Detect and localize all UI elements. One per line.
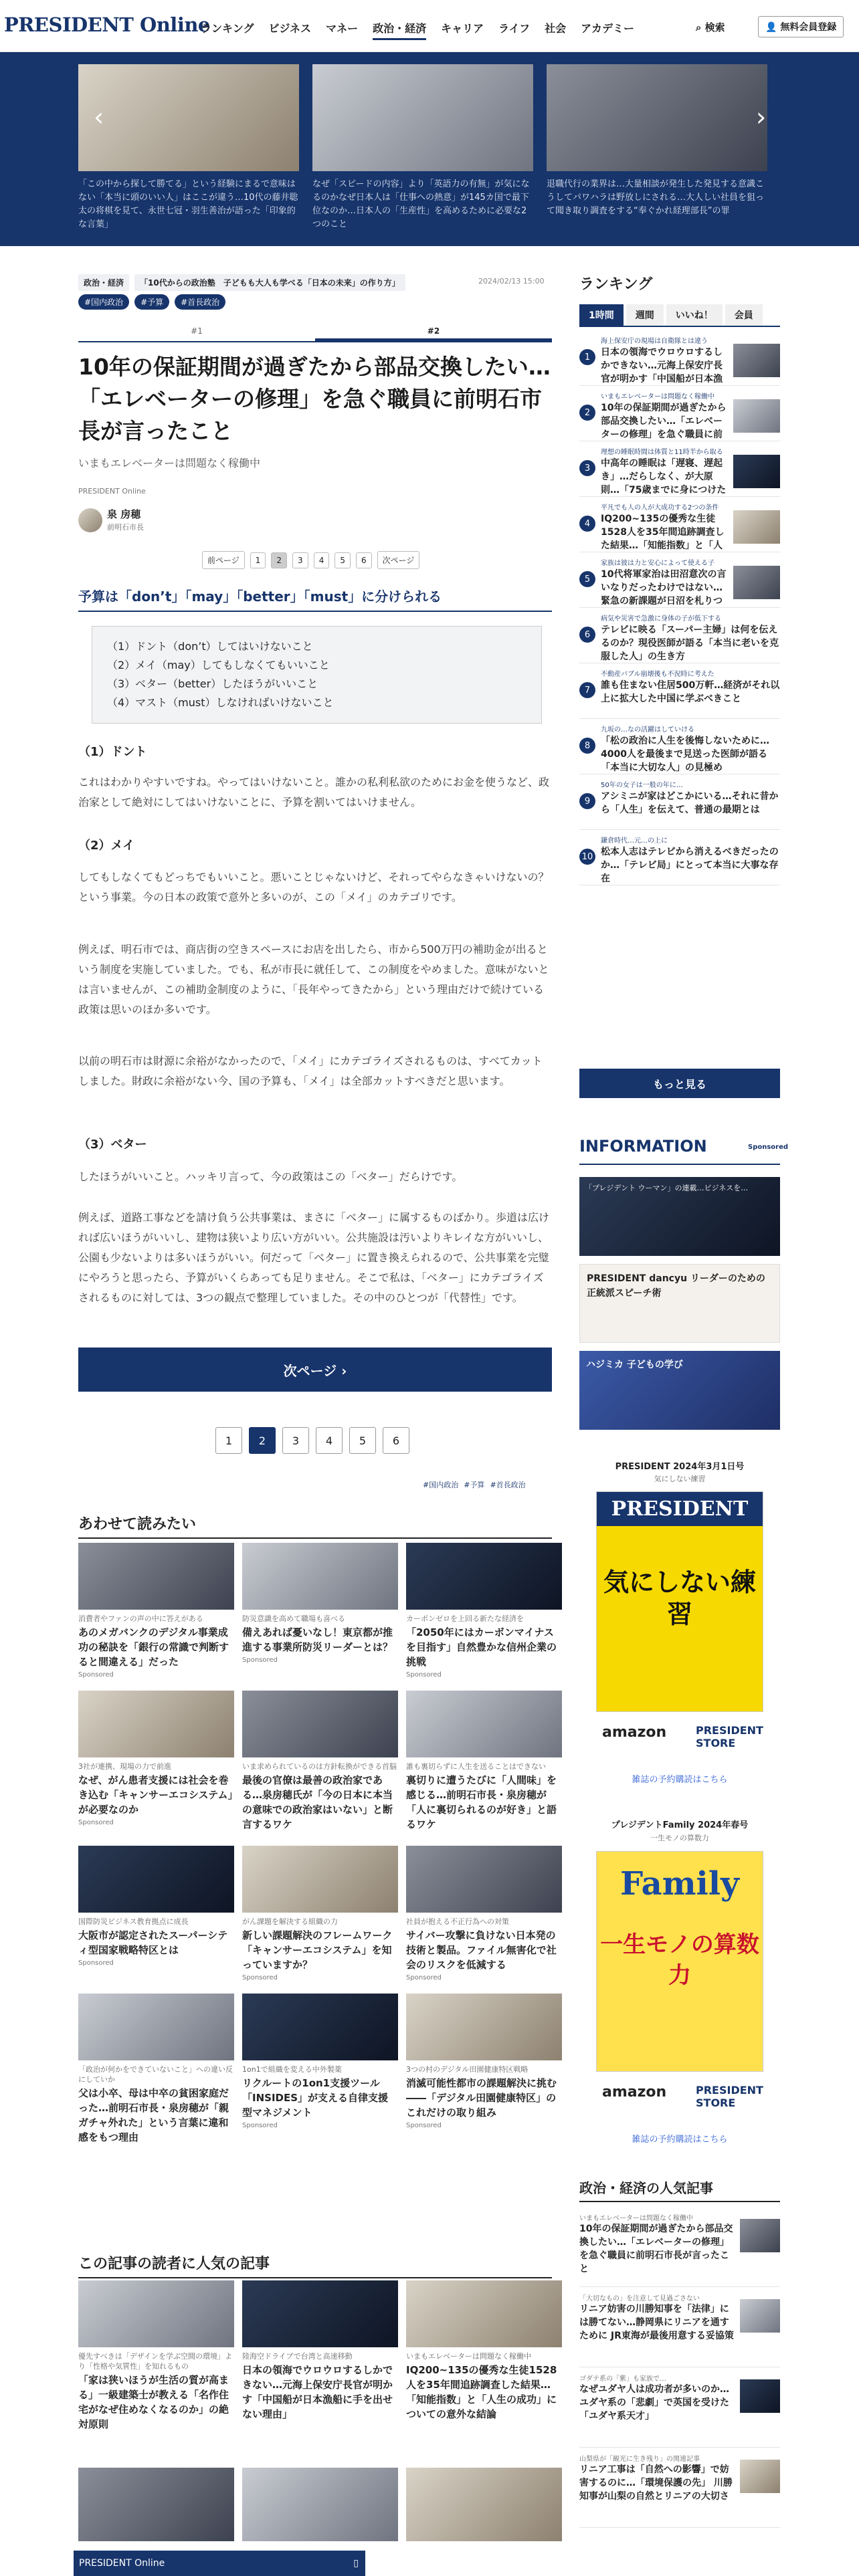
card-category: 陸海空ドライブで台湾と高速移動 xyxy=(242,2352,353,2361)
next-page-button[interactable]: 次ページ › xyxy=(78,1348,552,1392)
card-category: 国際防災ビジネス教育拠点に成長 xyxy=(78,1917,189,1926)
related-grid xyxy=(78,1543,562,2147)
breadcrumb-series[interactable]: 「10代からの政治塾 子どもも大人も学べる「日本の未来」の作り方」 xyxy=(134,274,405,291)
page-link-current[interactable]: 2 xyxy=(271,552,287,568)
rank-title: 松本人志はテレビから消えるべきだったのか…「テレビ局」にとって本当に大事な存在 xyxy=(601,847,779,884)
popular-card[interactable] xyxy=(242,2280,398,2432)
card-title: 最後の官僚は最善の政治家である…泉房穂氏が「今の日本に本当の意味での政治家はいない」と断言するワケ xyxy=(242,1774,393,1830)
card-title: 日本の領海でウロウロするしかできない…元海上保安庁長官が明かす「中国船が日本漁船に手を出せない理由」 xyxy=(242,2364,393,2420)
item-category: ゴダテ系の「紫」も家族で… xyxy=(579,2375,666,2383)
sponsored-label: Sponsored xyxy=(78,1959,114,1967)
tab-members[interactable]: 会員 xyxy=(725,304,763,326)
related-card[interactable] xyxy=(242,1543,398,1679)
item-category: いまもエレベーターは問題なく稼働中 xyxy=(579,2215,693,2222)
popular-item[interactable] xyxy=(579,2207,780,2287)
item-title: 10年の保証期間が過ぎたから部品交換したい…「エレベーターの修理」を急ぐ職員に前明石市長が言ったこと xyxy=(579,2224,733,2274)
magazine-cover[interactable]: Family 一生モノの算数力 xyxy=(596,1851,763,2072)
carousel-image xyxy=(78,64,299,171)
nav-item-money[interactable]: マネー xyxy=(326,22,359,35)
info-banner[interactable]: 「プレジデント ウーマン」の連載…ビジネスを… xyxy=(579,1177,780,1256)
nav-item-life[interactable]: ライフ xyxy=(498,22,531,35)
card-title: サイバー攻撃に負けない日本発の技術と製品。ファイル無害化で社会のリスクを低減する xyxy=(406,1929,557,1971)
ranking-list xyxy=(579,330,780,885)
breadcrumb xyxy=(78,274,405,291)
tag-link[interactable]: #予算 xyxy=(464,1481,485,1489)
author-avatar xyxy=(78,508,102,532)
amazon-link[interactable]: amazon xyxy=(602,2084,667,2101)
sponsored-label: Sponsored xyxy=(242,2122,278,2129)
related-heading: あわせて読みたい xyxy=(78,1513,552,1539)
article-source: PRESIDENT Online xyxy=(78,487,146,496)
page-link[interactable]: 4 xyxy=(316,1427,343,1454)
article-thumbnail xyxy=(406,1691,562,1757)
paragraph: 以前の明石市は財源に余裕がなかったので、「メイ」にカテゴライズされるものは、すべてカットしました。財政に余裕がない今、国の予算も、「メイ」は全部カットすべきだと思います。 xyxy=(78,1055,543,1087)
author-role: 前明石市長 xyxy=(107,523,144,532)
president-store-link[interactable]: PRESIDENT STORE xyxy=(696,2084,763,2109)
article-thumbnail xyxy=(406,2280,562,2347)
close-icon[interactable]: ▯ xyxy=(353,2558,359,2569)
magazine-title: プレジデントFamily 2024年春号 xyxy=(611,1820,749,1830)
breadcrumb-category[interactable]: 政治・経済 xyxy=(78,274,129,291)
tab-likes[interactable]: いいね！ xyxy=(666,304,723,326)
tag-link[interactable]: #国内政治 xyxy=(78,294,129,310)
rank-category: 不動産バブル崩壊後も不況時に考えた xyxy=(601,671,714,678)
card-title: リクルートの1on1支援ツール「INSIDES」が支える自律支援型マネジメント xyxy=(242,2077,389,2119)
info-divider xyxy=(579,1164,780,1165)
carousel-item[interactable]: 「この中から探して勝てる」という経験にまるで意味はない「本当に頭のいい人」はここが違う…10代の藤井聡太の将棋を見て、永世七冠・羽生善治が語った「印象的な言葉」 xyxy=(78,64,299,231)
card-category: カーボンゼロを上回る新たな経済を xyxy=(406,1614,524,1623)
item-category: 「大切なもの」を注意して見過ごさない xyxy=(579,2295,700,2302)
nav-item-academy[interactable]: アカデミー xyxy=(581,22,635,35)
ranking-item[interactable] xyxy=(579,830,780,885)
related-card[interactable] xyxy=(78,1846,234,1981)
rank-title: 誰も住まない住居500万軒…経済がそれ以上に拡大した中国に学ぶべきこと xyxy=(601,680,780,704)
site-header xyxy=(0,0,859,52)
tab-1hour[interactable]: 1時間 xyxy=(579,304,624,326)
tag-link[interactable]: #予算 xyxy=(134,294,169,310)
article-thumbnail xyxy=(78,1543,234,1610)
related-card[interactable] xyxy=(242,1691,398,1834)
related-card[interactable] xyxy=(242,1994,398,2147)
page-tabs xyxy=(78,326,552,342)
card-title: 裏切りに遭うたびに「人間味」を感じる…前明石市長・泉房穂が「人に裏切られるのが好き」と語るワケ xyxy=(406,1774,557,1830)
pagination-top xyxy=(202,551,419,569)
sponsored-label: Sponsored xyxy=(242,1656,278,1664)
sponsored-label: Sponsored xyxy=(78,1671,114,1679)
popular-card[interactable] xyxy=(406,2280,562,2432)
item-category: 山梨県が「観光に生き残り」の関連記事 xyxy=(579,2456,700,2463)
card-category: 社員が抱える不正行為への対策 xyxy=(406,1917,509,1926)
item-title: なぜユダヤ人は成功者が多いのか…ユダヤ系の「悲劇」で英国を受けた「ユダヤ系天才」 xyxy=(579,2384,729,2422)
card-title: 大阪市が認定されたスーパーシティ型国家戦略特区とは xyxy=(78,1929,228,1956)
article-thumbnail xyxy=(242,2280,398,2347)
tab-page-2[interactable]: #2 xyxy=(315,326,552,341)
ranking-item[interactable] xyxy=(579,497,780,552)
nav-item-ranking[interactable]: ランキング xyxy=(201,22,254,35)
rank-number: 10 xyxy=(579,849,595,865)
bottom-sticky-bar[interactable]: PRESIDENT Online ▯ xyxy=(74,2551,365,2576)
rank-title: 10代将軍家治は田沼意次の言いなりだったわけではない…緊急の新課題が日沼を札りつ xyxy=(601,569,727,607)
card-category: 優先すべきは「デザインを学ぶ空間の環境」より「性格や気質性」を知れるもの xyxy=(78,2352,233,2371)
card-title: 「2050年にはカーボンマイナスを目指す」自然豊かな信州企業の挑戦 xyxy=(406,1626,557,1668)
rank-thumbnail xyxy=(733,510,780,544)
article-thumbnail xyxy=(406,1994,562,2060)
card-category: 「政治が何かをできていないこと」への違い反にしていか xyxy=(78,2065,233,2084)
card-category: 3つの村のデジタル田園健康特区戦略 xyxy=(406,2065,529,2074)
rank-thumbnail xyxy=(733,455,780,488)
magazine-title: PRESIDENT 2024年3月1日号 xyxy=(615,1462,745,1472)
popular-heading: この記事の読者に人気の記事 xyxy=(78,2252,552,2278)
nav-item-business[interactable]: ビジネス xyxy=(268,22,312,35)
chevron-left-icon[interactable]: ‹ xyxy=(94,102,104,132)
related-card[interactable] xyxy=(406,1543,562,1679)
sponsored-label: Sponsored xyxy=(78,1819,114,1826)
page-link[interactable]: 5 xyxy=(335,552,351,568)
card-category: 1on1で組織を変える中外製薬 xyxy=(242,2065,342,2074)
ranking-more-button[interactable]: もっと見る xyxy=(579,1069,780,1098)
sponsored-label: Sponsored xyxy=(242,1974,278,1981)
subscription-link[interactable]: 雑誌の予約購読はこちら xyxy=(632,2135,728,2145)
carousel-item[interactable]: 退職代行の業界は…大量相談が発生した発見する意識こうしてパワハラは野放しにされる…大人しい社員を狙って聞き取り調査をする“奉ぐかれ経理部長”の罪 xyxy=(547,64,767,218)
nav-item-society[interactable]: 社会 xyxy=(545,22,567,35)
main-nav xyxy=(201,20,634,40)
nav-item-politics[interactable]: 政治・経済 xyxy=(373,20,426,40)
rank-number: 7 xyxy=(579,682,595,698)
card-category: 3社が連携、現場の力で前進 xyxy=(78,1762,171,1771)
popular-item[interactable] xyxy=(579,2287,780,2367)
related-card[interactable] xyxy=(78,1543,234,1679)
article-thumbnail[interactable] xyxy=(242,2468,398,2541)
sponsored-label: Sponsored xyxy=(406,1671,442,1679)
page-link[interactable]: 1 xyxy=(215,1427,242,1454)
president-store-link[interactable]: PRESIDENT STORE xyxy=(696,1724,763,1749)
rank-number: 4 xyxy=(579,516,595,532)
page-link[interactable]: 3 xyxy=(292,552,308,568)
rank-category: いまもエレベーターは問題なく稼働中 xyxy=(601,393,714,401)
ranking-item[interactable] xyxy=(579,386,780,441)
info-banner[interactable]: PRESIDENT dancyu リーダーのための正統派スピーチ術 xyxy=(579,1264,780,1343)
rank-title: アシミニが家はどこかにいる…それに昔から「人生」を伝えて、普通の最期とは xyxy=(601,791,779,815)
sponsored-label: Sponsored xyxy=(406,1974,442,1981)
related-card[interactable] xyxy=(78,1994,234,2147)
card-title: なぜ、がん患者支援には社会を巻き込む「キャンサーエコシステム」が必要なのか xyxy=(78,1774,233,1816)
rank-title: 中高年の睡眠は「遅寝、遅起き」…だらしなく、が大原則…「75歳までに身につけた xyxy=(601,458,727,496)
paragraph: してもしなくてもどっちでもいいこと。悪いことじゃないけど、それってやらなきゃいけないの？ という事業。今の日本の政策で意外と多いのが、この「メイ」のカテゴリです。 xyxy=(78,871,560,903)
site-logo[interactable]: PRESIDENT Online xyxy=(4,13,210,36)
item-thumbnail xyxy=(740,2460,780,2493)
article-thumbnail xyxy=(242,1846,398,1913)
ranking-item[interactable] xyxy=(579,552,780,608)
rank-title: 日本の領海でウロウロするしかできない…元海上保安庁長官が明かす「中国船が日本漁 xyxy=(601,347,723,385)
item-title: リニア妨害の川勝知事を「法律」には勝てない…静岡県にリニアを通すために JR東海が最後用意する妥協策 xyxy=(579,2304,734,2341)
rank-category: 家族は彼は力と安心によって使える子 xyxy=(601,560,714,567)
article-thumbnail xyxy=(78,2280,234,2347)
card-title: 新しい課題解決のフレームワーク「キャンサーエコシステム」を知っていますか？ xyxy=(242,1929,393,1971)
card-title: 「家は狭いほうが生活の質が高まる」一級建築士が教える「名作住宅がなぜ住めなくなるのか」の絶対原則 xyxy=(78,2374,229,2430)
article-thumbnail xyxy=(78,1846,234,1913)
popular-item[interactable] xyxy=(579,2367,780,2448)
page-link[interactable]: 3 xyxy=(282,1427,309,1454)
related-card[interactable] xyxy=(406,1994,562,2147)
item-thumbnail xyxy=(740,2379,780,2413)
rank-title: 「松の政治に人生を後悔しないために…4000人を最後まで見送った医師が語る「本当に大切な人」の見極め xyxy=(601,736,769,773)
member-register-button[interactable]: 👤 無料会員登録 xyxy=(758,16,844,37)
rank-thumbnail xyxy=(733,566,780,599)
article-thumbnail xyxy=(78,1994,234,2060)
paragraph: 例えば、道路工事などを請け負う公共事業は、まさに「ベター」に属するものばかり。歩道は広ければ広いほうがいいし、建物は狭いより広い方がいい。公共施設は汚いよりキレイな方がいいし、公園も少ないよりは多いほうがいい。何だって「ベター」に置き換えられるので、公共事業を完璧にやろうと思ったら、予算がいくらあっても足りません。そこで私は、「ベター」にカテゴライズされるものに対しては、3つの観点で整理していました。その中のひとつが「代替性」です。 xyxy=(78,1211,550,1304)
article-thumbnail xyxy=(242,1543,398,1610)
article-tags xyxy=(78,294,225,310)
ranking-item[interactable] xyxy=(579,441,780,497)
rank-category: 病気や災害で急激に身体の子が低下する xyxy=(601,615,721,623)
page-link[interactable]: 6 xyxy=(356,552,372,568)
page-link[interactable]: 5 xyxy=(349,1427,376,1454)
popular-card[interactable] xyxy=(78,2280,234,2432)
nav-item-career[interactable]: キャリア xyxy=(441,22,484,35)
prev-page-link[interactable]: 前ページ xyxy=(202,551,245,569)
featured-carousel xyxy=(0,52,859,246)
article-thumbnail xyxy=(242,1691,398,1757)
article-thumbnail[interactable] xyxy=(406,2468,562,2541)
rank-category: 平凡でも人の人が大成功する2つの条件 xyxy=(601,504,719,512)
tag-link[interactable]: #国内政治 xyxy=(423,1481,459,1489)
list-item: （2）メイ（may）してもしなくてもいいこと xyxy=(107,659,330,671)
magazine-subtitle: 一生モノの算数力 xyxy=(650,1834,709,1842)
rank-number: 3 xyxy=(579,460,595,476)
article-thumbnail xyxy=(78,1691,234,1757)
article-thumbnail xyxy=(242,1994,398,2060)
author-name[interactable]: 泉 房穂 xyxy=(107,508,141,520)
card-title: IQ200~135の優秀な生徒1528人を35年間追跡調査した結果…「知能指数」と「人生の成功」についての意外な結論 xyxy=(406,2364,557,2420)
popular-grid-more xyxy=(78,2468,562,2541)
ranking-item[interactable] xyxy=(579,774,780,830)
related-card[interactable] xyxy=(78,1691,234,1834)
bottom-tags xyxy=(423,1479,526,1490)
rank-thumbnail xyxy=(733,344,780,377)
paragraph: 例えば、明石市では、商店街の空きスペースにお店を出したら、市から500万円の補助金が出るという制度を実施していました。でも、私が市長に就任して、この制度をやめました。意味がないとは言いませんが、この補助金制度のように、「長年やってきたから」という理由だけで続けている政策は思いのほか多いです。 xyxy=(78,943,549,1016)
amazon-link[interactable]: amazon xyxy=(602,1724,667,1741)
ranking-heading: ランキング xyxy=(579,276,653,293)
subheading-may: （2）メイ xyxy=(78,839,135,853)
subheading-better: （3）ベター xyxy=(78,1138,147,1152)
magazine-masthead: Family xyxy=(620,1865,739,1903)
ranking-tabs xyxy=(579,304,780,327)
rank-number: 9 xyxy=(579,793,595,809)
article-subtitle: いまもエレベーターは問題なく稼働中 xyxy=(78,457,261,469)
card-title: 消滅可能性都市の課題解決に挑む――「デジタル田園健康特区」のこれだけの取り組み xyxy=(406,2077,557,2119)
tag-link[interactable]: #首長政治 xyxy=(490,1481,526,1489)
ranking-item[interactable] xyxy=(579,663,780,719)
rank-title: 10年の保証期間が過ぎたから部品交換したい…「エレベーターの修理」を急ぐ職員に前 xyxy=(601,403,727,440)
rank-category: 九坂の…なの活躍はしていける xyxy=(601,726,694,734)
related-card[interactable] xyxy=(242,1846,398,1981)
card-category: 防災意識を高めて職場も喜べる xyxy=(242,1614,345,1623)
article-thumbnail xyxy=(406,1846,562,1913)
popular-item[interactable] xyxy=(579,2448,780,2528)
related-card[interactable] xyxy=(406,1691,562,1834)
card-category: がん課題を解決する組織の力 xyxy=(242,1917,338,1926)
search-button[interactable]: ⌕ 検索 xyxy=(696,21,725,33)
rank-title: テレビに映る「スーパー主婦」は何を伝えるのか？現役医師が語る「本当に老いを克服した人」の生き方 xyxy=(601,625,779,662)
popular-grid xyxy=(78,2280,562,2432)
card-title: 父は小卒、母は中卒の貧困家庭だった…前明石市長・泉房穂が「親ガチャ外れた」という言葉に違和感をもつ理由 xyxy=(78,2087,229,2143)
user-icon: 👤 xyxy=(765,22,781,33)
ranking-item[interactable] xyxy=(579,608,780,663)
politics-popular-list xyxy=(579,2207,780,2528)
card-title: あのメガバンクのデジタル事業成功の秘訣を「銀行の常識で判断すると間違える」だった xyxy=(78,1626,229,1668)
magazine-cover[interactable]: PRESIDENT 気にしない練習 xyxy=(596,1491,763,1712)
publish-date: 2024/02/13 15:00 xyxy=(478,277,545,286)
card-category: 消費者やファンの声の中に答えがある xyxy=(78,1614,203,1623)
tab-page-1[interactable]: #1 xyxy=(191,326,203,336)
search-icon: ⌕ xyxy=(696,21,705,33)
rank-category: 理想の睡眠時間は体質と11時半から取る xyxy=(601,449,723,456)
rank-number: 8 xyxy=(579,738,595,754)
info-banner[interactable]: ハジミカ 子どもの学び xyxy=(579,1351,780,1430)
sponsored-label: Sponsored xyxy=(748,1144,789,1151)
pagination-bottom xyxy=(215,1427,409,1454)
rank-category: 海上保安庁の現場は自衛隊とは違う xyxy=(601,338,708,345)
page-link-current[interactable]: 2 xyxy=(249,1427,276,1454)
paragraph: したほうがいいこと。ハッキリ言って、今の政策はこの「ベター」だらけです。 xyxy=(78,1170,463,1183)
tag-link[interactable]: #首長政治 xyxy=(175,294,225,310)
page-link[interactable]: 6 xyxy=(383,1427,409,1454)
article-title: 10年の保証期間が過ぎたから部品交換したい…「エレベーターの修理」を急ぐ職員に前明石市長が言ったこと xyxy=(78,354,551,444)
item-title: リニア工事は「自然への影響」で妨害するのに…「環境保護の先」 川勝知事が山梨の自然とリニアの大切さ xyxy=(579,2464,733,2502)
subheading-dont: （1）ドント xyxy=(78,745,147,759)
magazine-masthead: PRESIDENT xyxy=(597,1492,763,1526)
item-thumbnail xyxy=(740,2219,780,2252)
next-page-link[interactable]: 次ページ xyxy=(377,551,420,569)
subscription-link[interactable]: 雑誌の予約購読はこちら xyxy=(632,1775,728,1785)
list-item: （4）マスト（must）しなければいけないこと xyxy=(107,696,334,709)
section-heading: 予算は「don’t」「may」「better」「must」に分けられる xyxy=(78,586,552,612)
rank-thumbnail xyxy=(733,399,780,433)
rank-number: 1 xyxy=(579,349,595,365)
carousel-item[interactable]: なぜ「スピードの内容」より「英語力の有無」が気になるのかなぜ日本人は「仕事への熱意」が145カ国で最下位なのか…日本人の「生産性」を高めるために必要な2つのこと xyxy=(312,64,533,231)
page-link[interactable]: 4 xyxy=(314,552,330,568)
list-item: （1）ドント（don’t）してはいけないこと xyxy=(107,640,313,653)
list-item: （3）ベター（better）したほうがいいこと xyxy=(107,677,318,690)
tab-weekly[interactable]: 週間 xyxy=(626,304,664,326)
rank-number: 6 xyxy=(579,627,595,643)
carousel-image xyxy=(547,64,767,171)
card-category: いま求められているのは方針転換ができる首脳 xyxy=(242,1762,397,1771)
page-link[interactable]: 1 xyxy=(250,552,266,568)
budget-categories-list xyxy=(92,626,542,724)
item-thumbnail xyxy=(740,2299,780,2333)
rank-category: 鎌倉時代…元…の上に xyxy=(601,837,668,845)
article-thumbnail xyxy=(406,1543,562,1610)
magazine-subtitle: 気にしない練習 xyxy=(654,1475,706,1483)
related-card[interactable] xyxy=(406,1846,562,1981)
rank-number: 2 xyxy=(579,405,595,421)
rank-title: IQ200~135の優秀な生徒1528人を35年間追跡調査した結果…「知能指数」と「人 xyxy=(601,514,725,551)
card-category: 誰も裏切らずに人生を送ることはできない xyxy=(406,1762,546,1771)
rank-number: 5 xyxy=(579,571,595,587)
rank-category: 50年の女子は一般の年に… xyxy=(601,782,683,789)
sponsored-label: Sponsored xyxy=(406,2122,442,2129)
paragraph: これはわかりやすいですね。やってはいけないこと。誰かの私利私欲のためにお金を使うなど、政治家として絶対にしてはいけないことに、予算を割いてはいけません。 xyxy=(78,776,550,809)
information-heading: INFORMATION xyxy=(579,1137,707,1156)
carousel-image xyxy=(312,64,533,171)
politics-popular-heading: 政治・経済の人気記事 xyxy=(579,2177,780,2202)
article-thumbnail[interactable] xyxy=(78,2468,234,2541)
ranking-item[interactable] xyxy=(579,719,780,774)
card-category: いまもエレベーターは問題なく稼働中 xyxy=(406,2352,531,2361)
ranking-item[interactable] xyxy=(579,330,780,386)
chevron-right-icon[interactable]: › xyxy=(756,102,767,132)
card-title: 備えあれば憂いなし！東京都が推進する事業所防災リーダーとは？ xyxy=(242,1626,393,1653)
